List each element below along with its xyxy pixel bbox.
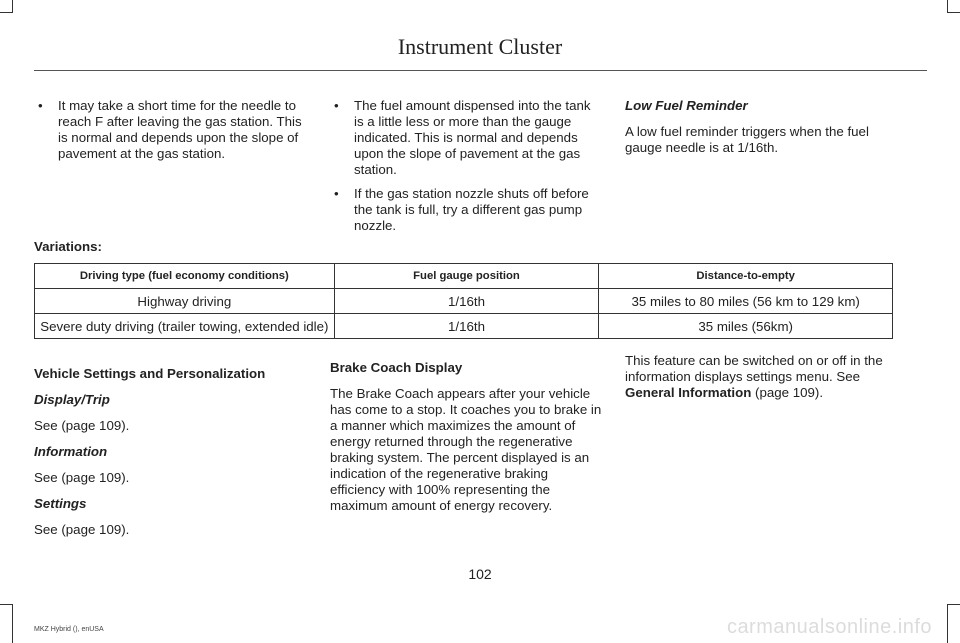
table-header-row bbox=[35, 264, 893, 289]
crop-mark-bottom-left bbox=[0, 604, 13, 643]
footer-text: MKZ Hybrid (), enUSA bbox=[34, 626, 104, 633]
table-cell: 1/16th bbox=[334, 314, 599, 339]
switch-feature-intro: This feature can be switched on or off in the information displays settings menu. See bbox=[625, 353, 883, 384]
settings-ref: See (page 109). bbox=[34, 522, 130, 537]
column-2 bbox=[330, 98, 602, 242]
table-cell: 35 miles (56km) bbox=[599, 314, 893, 339]
information-heading: Information bbox=[34, 444, 108, 459]
header-fuel-gauge: Fuel gauge position bbox=[334, 264, 599, 289]
brake-coach-body: The Brake Coach appears after your vehicle has come to a stop. It coaches you to brake in a manner which maximizes the amount of energy returned through the regenerative braking system. The percent displayed is an indication of the regenerative braking efficiency with 100% representing the maximum amount of energy recovery. bbox=[330, 386, 602, 513]
table-row bbox=[35, 314, 893, 339]
display-trip-ref: See (page 109). bbox=[34, 418, 130, 433]
table-cell: Severe duty driving (trailer towing, extended idle) bbox=[35, 314, 335, 339]
crop-mark-top-right bbox=[947, 0, 960, 13]
crop-mark-bottom-right bbox=[947, 604, 960, 643]
column-1 bbox=[34, 98, 304, 170]
switch-feature-section bbox=[625, 353, 897, 411]
header-driving-type: Driving type (fuel economy conditions) bbox=[35, 264, 335, 289]
table-cell: 35 miles to 80 miles (56 km to 129 km) bbox=[599, 289, 893, 314]
bullet-item: • The fuel amount dispensed into the tank is a little less or more than the gauge indicated. This is normal and depends upon the slope of pavement at the gas station. bbox=[330, 98, 602, 178]
bullet-item: • It may take a short time for the needle to reach F after leaving the gas station. This is normal and depends upon the slope of pavement at the gas station. bbox=[34, 98, 304, 162]
switch-feature-text bbox=[625, 353, 897, 401]
bullet-item: • If the gas station nozzle shuts off before the tank is full, try a different gas pump nozzle. bbox=[330, 186, 602, 234]
low-fuel-heading: Low Fuel Reminder bbox=[625, 98, 748, 113]
table-cell: Highway driving bbox=[35, 289, 335, 314]
page-title: Instrument Cluster bbox=[397, 34, 563, 59]
header-divider bbox=[34, 70, 927, 71]
information-ref: See (page 109). bbox=[34, 470, 130, 485]
table-row bbox=[35, 289, 893, 314]
column-3 bbox=[625, 98, 897, 166]
variations-table bbox=[34, 263, 893, 339]
vehicle-settings-section bbox=[34, 366, 304, 548]
brake-coach-heading: Brake Coach Display bbox=[330, 360, 463, 375]
low-fuel-body: A low fuel reminder triggers when the fuel gauge needle is at 1/16th. bbox=[625, 124, 869, 155]
general-information-link[interactable]: General Information bbox=[625, 385, 752, 400]
display-trip-heading: Display/Trip bbox=[34, 392, 110, 407]
brake-coach-section bbox=[330, 360, 602, 524]
vehicle-settings-heading: Vehicle Settings and Personalization bbox=[34, 366, 266, 381]
watermark: carmanualsonline.info bbox=[726, 616, 932, 638]
settings-heading: Settings bbox=[34, 496, 87, 511]
header-distance: Distance-to-empty bbox=[599, 264, 893, 289]
table-cell: 1/16th bbox=[334, 289, 599, 314]
crop-mark-top-left bbox=[0, 0, 13, 13]
variations-label: Variations: bbox=[34, 239, 102, 254]
switch-feature-page-ref: (page 109). bbox=[751, 385, 824, 400]
page-number: 102 bbox=[468, 566, 492, 582]
